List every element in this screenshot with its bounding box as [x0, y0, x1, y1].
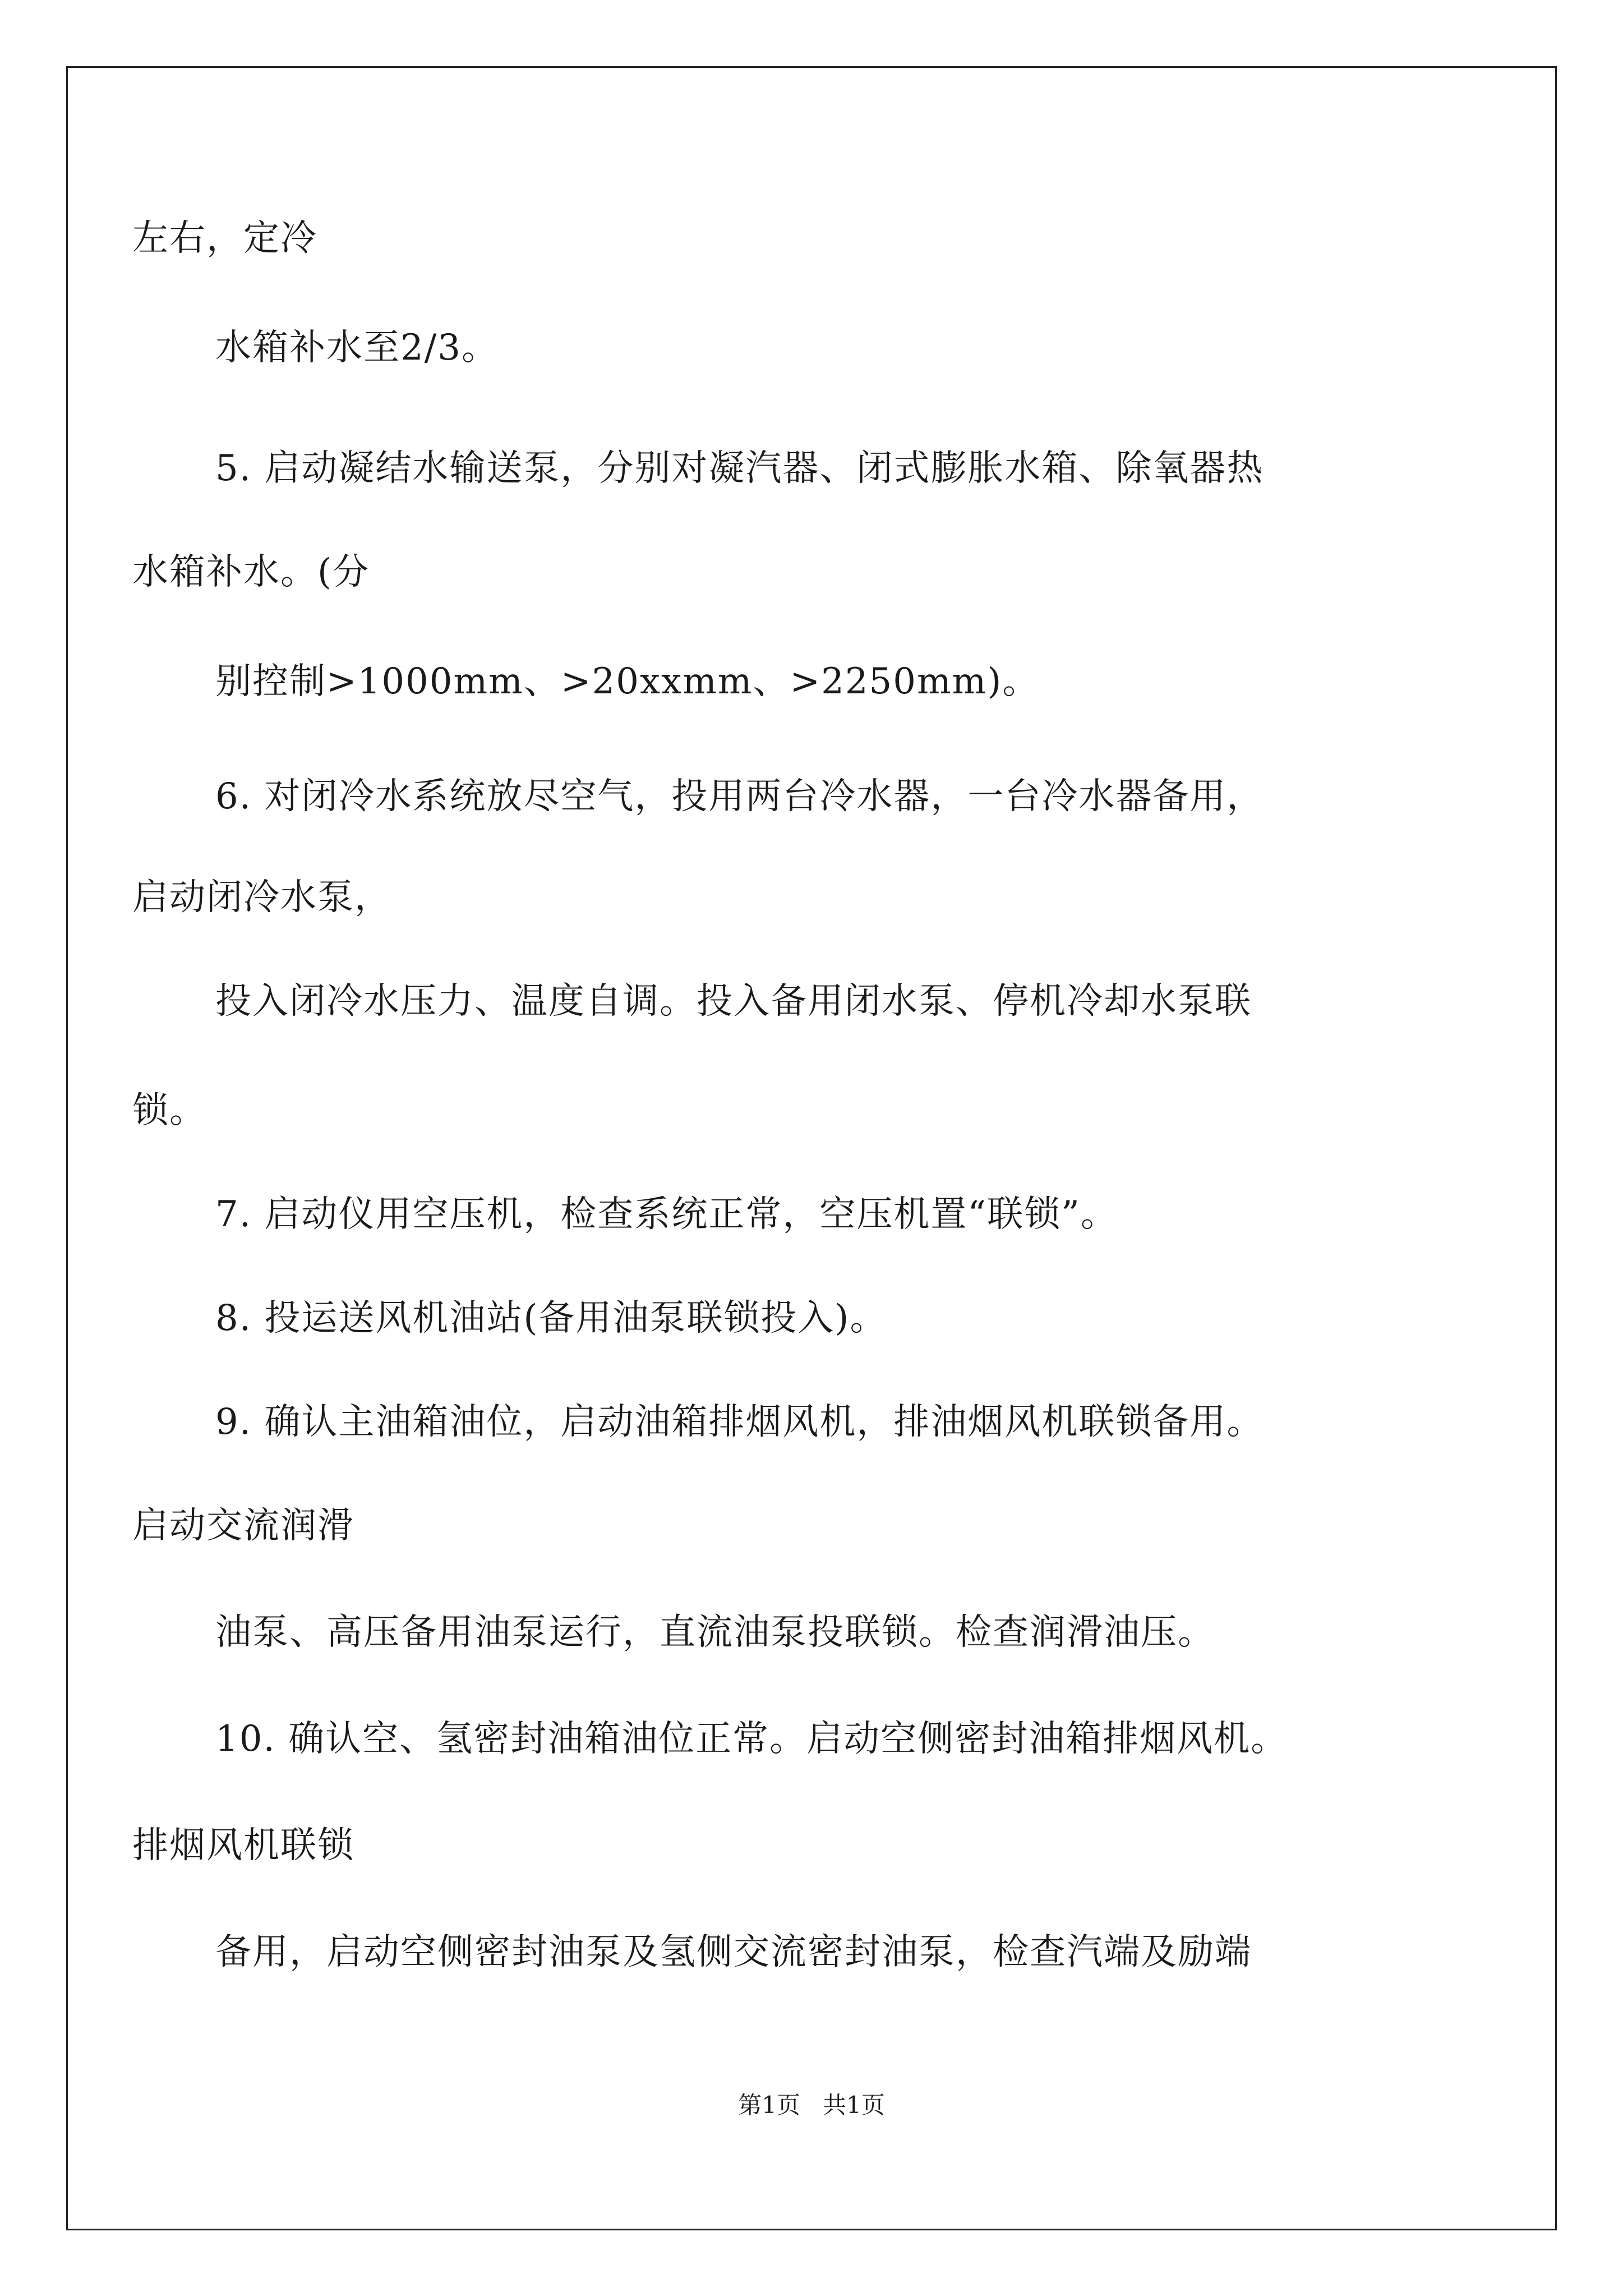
- page-border: [66, 66, 1557, 2230]
- page-number-footer: 第1页 共1页: [738, 2091, 885, 2119]
- text-line: 水箱补水。(分: [132, 551, 370, 593]
- text-line: 排烟风机联锁: [132, 1825, 354, 1866]
- text-line: 6. 对闭冷水系统放尽空气，投用两台冷水器，一台冷水器备用，: [215, 776, 1264, 817]
- text-line: 左右，定冷: [132, 218, 317, 259]
- text-line: 启动闭冷水泵，: [132, 877, 391, 918]
- text-line: 启动交流润滑: [132, 1505, 354, 1547]
- text-line: 9. 确认主油箱油位，启动油箱排烟风机，排油烟风机联锁备用。: [215, 1401, 1264, 1443]
- text-line: 水箱补水至2/3。: [215, 327, 499, 369]
- text-line: 5. 启动凝结水输送泵，分别对凝汽器、闭式膨胀水箱、除氧器热: [215, 448, 1264, 489]
- text-line: 7. 启动仪用空压机，检查系统正常，空压机置“联锁”。: [215, 1194, 1118, 1235]
- text-line: 备用，启动空侧密封油泵及氢侧交流密封油泵，检查汽端及励端: [215, 1931, 1252, 1973]
- text-line: 10. 确认空、氢密封油箱油位正常。启动空侧密封油箱排烟风机。: [215, 1718, 1288, 1760]
- text-line: 锁。: [132, 1090, 206, 1131]
- text-line: 8. 投运送风机油站(备用油泵联锁投入)。: [215, 1297, 887, 1339]
- text-line: 别控制>1000mm、>20xxmm、>2250mm)。: [215, 661, 1040, 702]
- text-line: 油泵、高压备用油泵运行，直流油泵投联锁。检查润滑油压。: [215, 1612, 1215, 1653]
- text-line: 投入闭冷水压力、温度自调。投入备用闭水泵、停机冷却水泵联: [215, 981, 1252, 1022]
